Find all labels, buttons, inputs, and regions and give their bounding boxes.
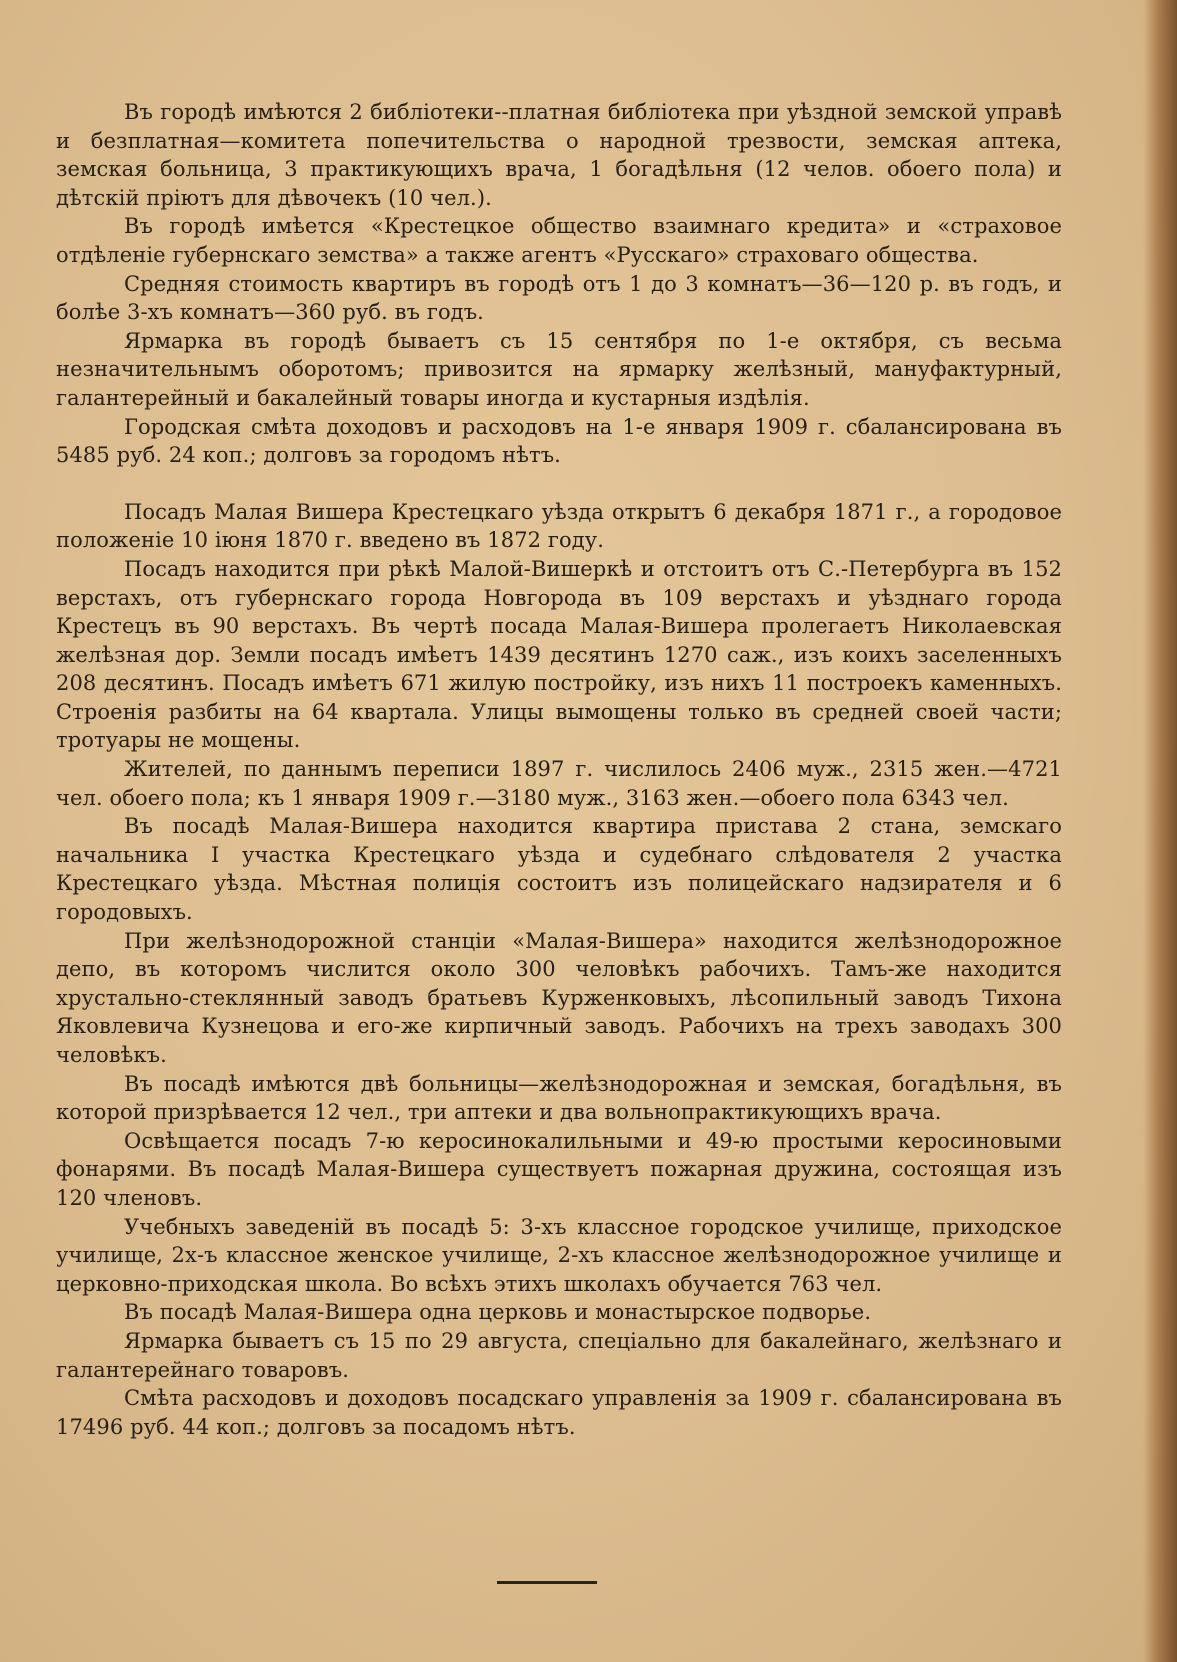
paragraph: Смѣта расходовъ и доходовъ посадскаго управленія за 1909 г. сбалансирована въ 17496 руб. 44 коп.; долговъ за посадомъ нѣтъ. — [56, 1386, 1062, 1439]
page-edge-shadow — [1143, 0, 1177, 1662]
paragraph: Посадъ находится при рѣкѣ Малой-Вишеркѣ и отстоитъ отъ С.-Петербурга въ 152 верстахъ, отъ губернскаго города Новгорода въ 109 верстахъ и уѣзднаго города Крестецъ въ 90 верстахъ. Въ чертѣ посада Малая-Вишера пролегаетъ Николаевская желѣзная дор. Земли посадъ имѣетъ 1439 десятинъ 1270 саж., изъ коихъ заселенныхъ 208 десятинъ. Посадъ имѣетъ 671 жилую постройку, изъ нихъ 11 построекъ каменныхъ. Строенія разбиты на 64 квартала. Улицы вымощены только въ средней своей части; тротуары не мощены. — [56, 556, 1062, 753]
closing-rule — [497, 1581, 597, 1584]
paragraph: Въ посадѣ Малая-Вишера находится квартира пристава 2 стана, земскаго начальника I участка Крестецкаго уѣзда и судебнаго слѣдователя 2 участка Крестецкаго уѣзда. Мѣстная полиція состоитъ изъ полицейскаго надзирателя и 6 городовыхъ. — [56, 814, 1062, 925]
paragraph: Ярмарка въ городѣ бываетъ съ 15 сентября по 1-е октября, съ весьма незначительнымъ оборотомъ; привозится на ярмарку желѣзный, мануфактурный, галантерейный и бакалейный товары иногда и кустарныя издѣлія. — [56, 328, 1062, 410]
paragraph: Въ посадѣ имѣются двѣ больницы—желѣзнодорожная и земская, богадѣльня, въ которой призрѣвается 12 чел., три аптеки и два вольнопрактикующихъ врача. — [56, 1071, 1062, 1125]
page-text — [56, 98, 1062, 1441]
paragraph: Въ посадѣ Малая-Вишера одна церковь и монастырское подворье. — [124, 1300, 872, 1325]
paragraph: Въ городѣ имѣется «Крестецкое общество взаимнаго кредита» и «страховое отдѣленіе губернскаго земства» а также агентъ «Русскаго» страховаго общества. — [56, 214, 1062, 267]
paragraph: Ярмарка бываетъ съ 15 по 29 августа, спеціально для бакалейнаго, желѣзнаго и галантерейнаго товаровъ. — [56, 1328, 1062, 1382]
paragraph: Освѣщается посадъ 7-ю керосинокалильными и 49-ю простыми керосиновыми фонарями. Въ посадѣ Малая-Вишера существуетъ пожарная дружина, состоящая изъ 120 членовъ. — [56, 1128, 1062, 1210]
section-opening-paragraph: Посадъ Малая Вишера Крестецкаго уѣзда открытъ 6 декабря 1871 г., а городовое положеніе 10 іюня 1870 г. введено въ 1872 году. — [56, 499, 1062, 553]
paragraph: Учебныхъ заведеній въ посадѣ 5: 3-хъ классное городское училище, приходское училище, 2х-ъ классное женское училище, 2-хъ классное желѣзнодорожное училище и церковно-приходская школа. Во всѣхъ этихъ школахъ обучается 763 чел. — [56, 1214, 1062, 1296]
paragraph: Жителей, по даннымъ переписи 1897 г. числилось 2406 муж., 2315 жен.—4721 чел. обоего пола; къ 1 января 1909 г.—3180 муж., 3163 жен.—обоего пола 6343 чел. — [56, 757, 1062, 810]
paragraph: Средняя стоимость квартиръ въ городѣ отъ 1 до 3 комнатъ—36—120 р. въ годъ, и болѣе 3-хъ комнатъ—360 руб. въ годъ. — [56, 271, 1062, 325]
paragraph: При желѣзнодорожной станціи «Малая-Вишера» находится желѣзнодорожное депо, въ которомъ числится около 300 человѣкъ рабочихъ. Тамъ-же находится хрустально-стеклянный заводъ братьевъ Курженковыхъ, лѣсопильный заводъ Тихона Яковлевича Кузнецова и его-же кирпичный заводъ. Рабочихъ на трехъ заводахъ 300 человѣкъ. — [56, 928, 1062, 1067]
paragraph: Въ городѣ имѣются 2 библіотеки--платная библіотека при уѣздной земской управѣ и безплатная—комитета попечительства о народной трезвости, земская аптека, земская больница, 3 практикующихъ врача, 1 богадѣльня (12 челов. обоего пола) и дѣтскій пріютъ для дѣвочекъ (10 чел.). — [56, 100, 1062, 210]
paragraph: Городская смѣта доходовъ и расходовъ на 1-е января 1909 г. сбалансирована въ 5485 руб. 24 коп.; долговъ за городомъ нѣтъ. — [56, 414, 1062, 468]
